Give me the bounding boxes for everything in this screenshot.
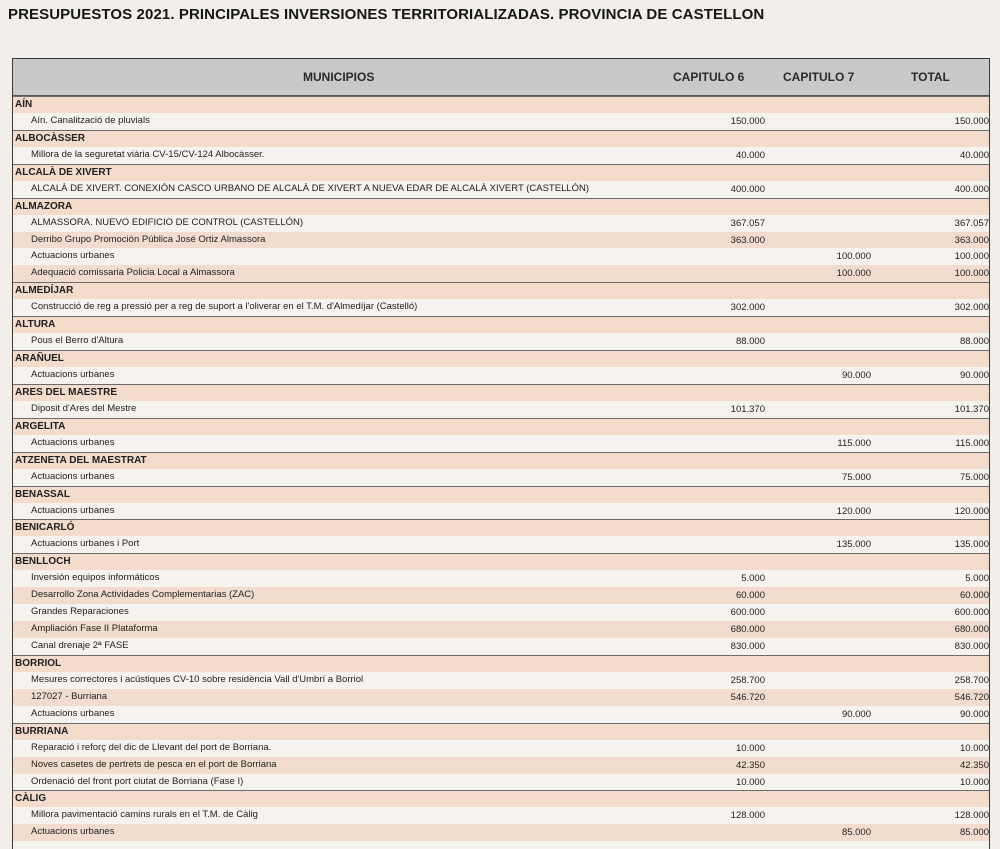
municipality-name: ALCALÀ DE XIVERT — [15, 166, 112, 178]
municipality-row — [13, 350, 989, 367]
column-header-capitulo-6: CAPITULO 6 — [673, 70, 745, 84]
total-value: 135.000 — [954, 539, 989, 551]
total-value: 100.000 — [954, 268, 989, 280]
capitulo-6-value: 258.700 — [730, 674, 765, 686]
capitulo-6-value: 302.000 — [730, 302, 765, 314]
total-value: 680.000 — [954, 624, 989, 636]
investment-row — [13, 672, 989, 689]
total-value: 42.350 — [959, 759, 989, 771]
total-value: 101.370 — [954, 403, 989, 415]
investment-row — [13, 706, 989, 723]
investment-label: Reparació i reforç del dic de Llevant del port de Borriana. — [31, 741, 272, 753]
municipality-name: BENICARLÓ — [15, 522, 75, 534]
table-header — [13, 59, 989, 96]
municipality-row — [13, 418, 989, 435]
investment-label: Diposit d'Ares del Mestre — [31, 402, 137, 414]
municipality-row — [13, 130, 989, 147]
investment-label: Canal drenaje 2ª FASE — [31, 640, 129, 651]
capitulo-6-value: 830.000 — [730, 641, 765, 652]
investment-label: Derribo Grupo Promoción Pública José Ortiz Almassora — [31, 233, 266, 245]
investment-label: Grandes Reparaciones — [31, 606, 129, 618]
municipality-name: ARAÑUEL — [15, 353, 64, 365]
investment-row — [13, 367, 989, 384]
municipality-row — [13, 164, 989, 181]
investment-label: Actuacions urbanes i Port — [31, 538, 140, 550]
investment-label: 127027 - Burriana — [31, 690, 108, 702]
total-value: 830.000 — [954, 641, 989, 652]
total-value: 600.000 — [954, 607, 989, 619]
investment-label: Actuacions urbanes — [31, 436, 115, 448]
total-value: 10.000 — [959, 776, 989, 788]
investment-row — [13, 621, 989, 638]
investment-row — [13, 232, 989, 249]
investment-label: Desarrollo Zona Actividades Complementarias (ZAC) — [31, 589, 255, 601]
investment-row — [13, 503, 989, 520]
capitulo-7-value: 115.000 — [837, 437, 871, 449]
municipality-name: ARES DEL MAESTRE — [15, 386, 118, 398]
investment-row — [13, 757, 989, 774]
capitulo-6-value: 10.000 — [735, 742, 765, 754]
investment-row — [13, 689, 989, 706]
investment-label: Adequació comissaria Policia Local a Almassora — [31, 267, 235, 279]
municipality-row — [13, 198, 989, 215]
investment-row — [13, 638, 989, 655]
capitulo-6-value: 150.000 — [730, 115, 765, 127]
municipality-name: ATZENETA DEL MAESTRAT — [15, 454, 147, 466]
capitulo-6-value: 363.000 — [730, 234, 765, 246]
municipality-name: ARGELITA — [15, 420, 66, 432]
total-value: 302.000 — [954, 302, 989, 314]
column-header-capitulo-7: CAPITULO 7 — [783, 70, 855, 84]
investment-label: Ampliación Fase II Plataforma — [31, 623, 158, 635]
investment-label: Actuacions urbanes — [31, 707, 115, 719]
municipality-row — [13, 790, 989, 807]
total-value: 90.000 — [959, 708, 989, 720]
capitulo-6-value: 400.000 — [730, 183, 765, 195]
municipality-row — [13, 486, 989, 503]
capitulo-6-value: 128.000 — [730, 810, 765, 822]
total-value: 60.000 — [959, 590, 989, 602]
total-value: 88.000 — [959, 336, 989, 348]
municipality-name: BENLLOCH — [15, 556, 71, 568]
investment-label: Actuacions urbanes — [31, 504, 115, 516]
capitulo-6-value: 600.000 — [730, 607, 765, 619]
investment-label: Noves casetes de pertrets de pesca en el port de Borriana — [31, 758, 277, 770]
municipality-name: BENASSAL — [15, 488, 71, 500]
total-value: 546.720 — [954, 691, 989, 703]
total-value: 120.000 — [954, 505, 989, 517]
investment-row — [13, 824, 989, 841]
municipality-name: CÀLIG — [15, 793, 47, 805]
investment-label: Ordenació del front port ciutat de Borriana (Fase I) — [31, 775, 244, 787]
municipality-row — [13, 723, 989, 740]
page-title: PRESUPUESTOS 2021. PRINCIPALES INVERSIONES TERRITORIALIZADAS. PROVINCIA DE CASTELLON — [8, 6, 765, 23]
total-value: 150.000 — [954, 115, 989, 127]
investment-row — [13, 299, 989, 316]
investment-label: Actuacions urbanes — [31, 826, 115, 838]
total-value: 40.000 — [959, 149, 989, 161]
investment-label: Mesures correctores i acústiques CV-10 sobre residència Vall d'Umbrí a Borriol — [31, 673, 364, 685]
capitulo-6-value: 546.720 — [730, 691, 765, 703]
total-value: 90.000 — [959, 370, 989, 381]
investment-row — [13, 265, 989, 282]
investment-row — [13, 401, 989, 418]
municipality-row — [13, 519, 989, 536]
total-value: 400.000 — [954, 183, 989, 195]
column-header-total: TOTAL — [911, 70, 950, 84]
capitulo-6-value: 5.000 — [741, 573, 765, 585]
total-value: 85.000 — [959, 827, 989, 839]
capitulo-6-value: 88.000 — [735, 336, 765, 348]
investment-row — [13, 807, 989, 824]
total-value: 258.700 — [954, 674, 989, 686]
total-value: 363.000 — [954, 234, 989, 246]
investment-row — [13, 435, 989, 452]
total-value: 100.000 — [954, 251, 989, 263]
investment-label: Actuacions urbanes — [31, 369, 115, 380]
investment-row — [13, 181, 989, 198]
investment-label: Actuacions urbanes — [31, 250, 115, 262]
investment-row — [13, 570, 989, 587]
investment-row — [13, 215, 989, 232]
municipality-name: ALBOCÀSSER — [15, 132, 86, 144]
capitulo-6-value: 60.000 — [735, 590, 765, 602]
municipality-row — [13, 452, 989, 469]
investment-row — [13, 774, 989, 791]
total-value: 115.000 — [955, 437, 989, 449]
capitulo-7-value: 100.000 — [836, 251, 871, 263]
investment-row — [13, 536, 989, 553]
municipality-row — [13, 655, 989, 672]
total-value: 367.057 — [954, 217, 989, 229]
capitulo-7-value: 90.000 — [841, 708, 871, 720]
budget-table — [12, 58, 990, 849]
total-value: 75.000 — [959, 471, 989, 483]
total-value: 10.000 — [959, 742, 989, 754]
municipality-row — [13, 316, 989, 333]
total-value: 5.000 — [965, 573, 989, 585]
investment-row — [13, 604, 989, 621]
capitulo-7-value: 75.000 — [841, 471, 871, 483]
investment-label: Millora de la seguretat viària CV-15/CV-124 Albocàsser. — [31, 148, 265, 160]
column-header-municipios: MUNICIPIOS — [303, 70, 375, 84]
capitulo-6-value: 367.057 — [730, 217, 765, 229]
investment-row — [13, 147, 989, 164]
capitulo-6-value: 101.370 — [730, 403, 765, 415]
investment-row — [13, 113, 989, 130]
investment-row — [13, 740, 989, 757]
investment-label: Pous el Berro d'Altura — [31, 335, 124, 347]
capitulo-6-value: 680.000 — [730, 624, 765, 636]
capitulo-6-value: 10.000 — [735, 776, 765, 788]
investment-label: Inversión equipos informáticos — [31, 572, 160, 584]
municipality-name: BURRIANA — [15, 725, 69, 737]
capitulo-7-value: 85.000 — [841, 827, 871, 839]
investment-row — [13, 469, 989, 486]
municipality-name: ALMEDÍJAR — [15, 285, 74, 297]
investment-row — [13, 248, 989, 265]
capitulo-6-value: 42.350 — [735, 759, 765, 771]
capitulo-7-value: 135.000 — [836, 539, 871, 551]
municipality-row — [13, 96, 989, 113]
municipality-name: AÍN — [15, 99, 33, 110]
municipality-row — [13, 384, 989, 401]
investment-label: ALCALÀ DE XIVERT. CONEXIÓN CASCO URBANO DE ALCALÀ DE XIVERT A NUEVA EDAR DE ALCALÀ XIVERT (CASTELLÓN) — [31, 182, 590, 194]
investment-row — [13, 333, 989, 350]
capitulo-7-value: 90.000 — [841, 370, 871, 381]
investment-row — [13, 587, 989, 604]
investment-label: Millora pavimentació camins rurals en el T.M. de Càlig — [31, 809, 258, 821]
municipality-name: ALMAZORA — [15, 200, 73, 212]
investment-label: Actuacions urbanes — [31, 470, 115, 482]
table-body — [13, 96, 989, 841]
capitulo-7-value: 100.000 — [836, 268, 871, 280]
municipality-row — [13, 553, 989, 570]
capitulo-7-value: 120.000 — [836, 505, 871, 517]
investment-label: Construcció de reg a pressió per a reg de suport a l'oliverar en el T.M. d'Almedíjar (Castelló) — [31, 301, 418, 313]
municipality-name: ALTURA — [15, 319, 56, 331]
capitulo-6-value: 40.000 — [735, 149, 765, 161]
investment-label: ALMASSORA. NUEVO EDIFICIO DE CONTROL (CASTELLÓN) — [31, 216, 304, 228]
total-value: 128.000 — [954, 810, 989, 822]
municipality-row — [13, 282, 989, 299]
municipality-name: BORRIOL — [15, 657, 62, 669]
investment-label: Aín. Canalització de pluvials — [31, 114, 150, 126]
